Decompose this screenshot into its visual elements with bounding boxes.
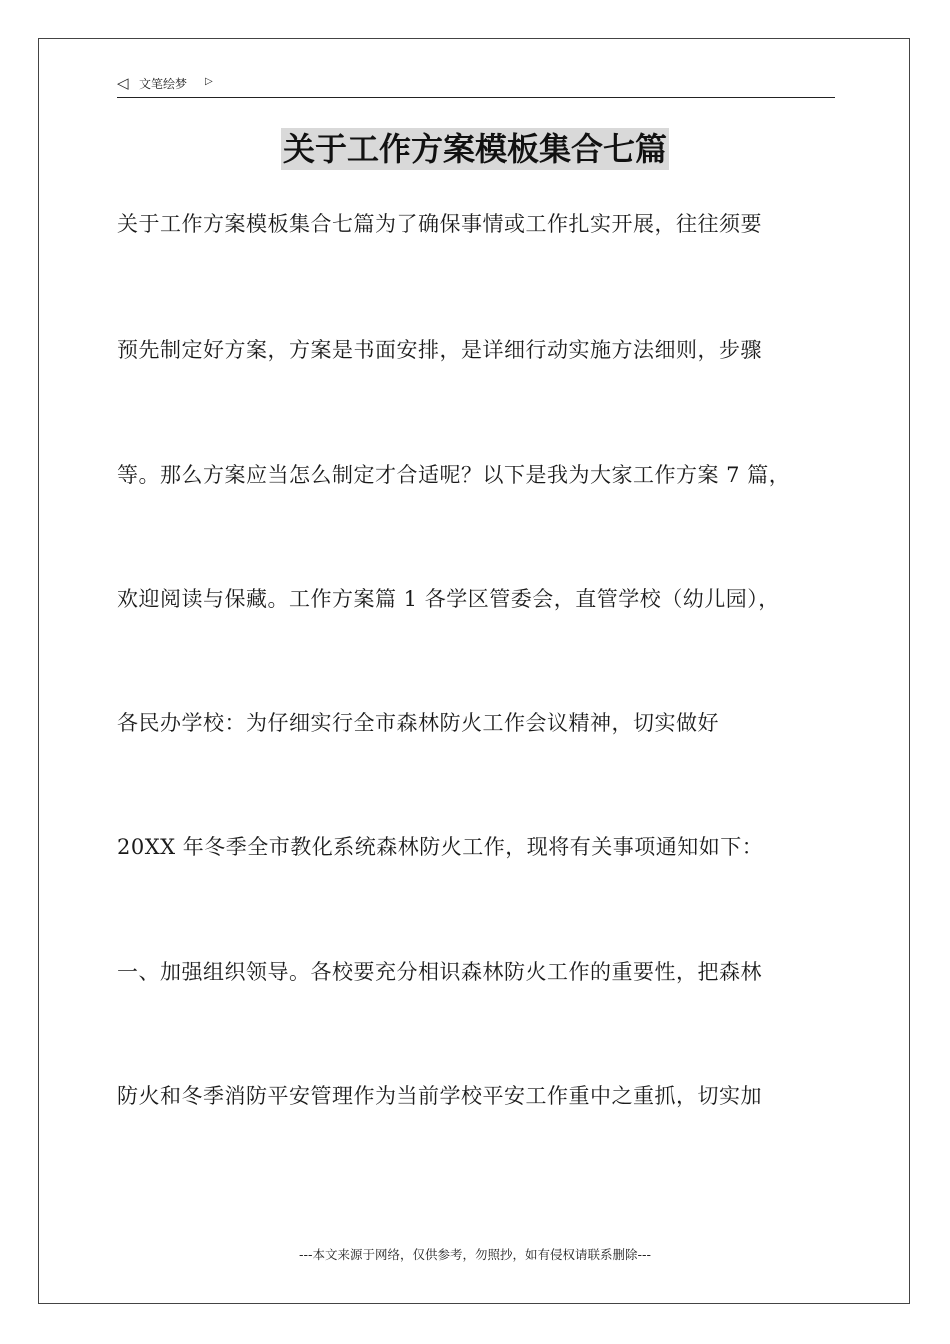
header-brand: 文笔绘梦 [139, 77, 188, 91]
body-line-4: 欢迎阅读与保藏。工作方案篇 1 各学区管委会，直管学校（幼儿园）， [117, 587, 780, 611]
title-container [0, 128, 950, 170]
body-line-1: 关于工作方案模板集合七篇为了确保事情或工作扎实开展，往往须要 [117, 212, 762, 236]
body-line-6: 20XX 年冬季全市教化系统森林防火工作，现将有关事项通知如下： [117, 835, 764, 859]
document-title: 关于工作方案模板集合七篇 [282, 130, 667, 168]
body-line-7: 一、加强组织领导。各校要充分相识森林防火工作的重要性，把森林 [117, 960, 762, 984]
body-line-8: 防火和冬季消防平安管理作为当前学校平安工作重中之重抓，切实加 [117, 1084, 762, 1108]
body-line-5: 各民办学校：为仔细实行全市森林防火工作会议精神，切实做好 [117, 711, 719, 735]
body-line-2: 预先制定好方案，方案是书面安排，是详细行动实施方法细则，步骤 [117, 338, 762, 362]
page-header [117, 72, 835, 98]
body-line-3: 等。那么方案应当怎么制定才合适呢？以下是我为大家工作方案 7 篇， [117, 463, 791, 487]
page-footer: ---本文来源于网络，仅供参考，勿照抄，如有侵权请联系删除--- [298, 1247, 652, 1262]
right-triangle-icon: ▷ [205, 76, 213, 87]
left-triangle-icon: ◁ [117, 74, 129, 92]
